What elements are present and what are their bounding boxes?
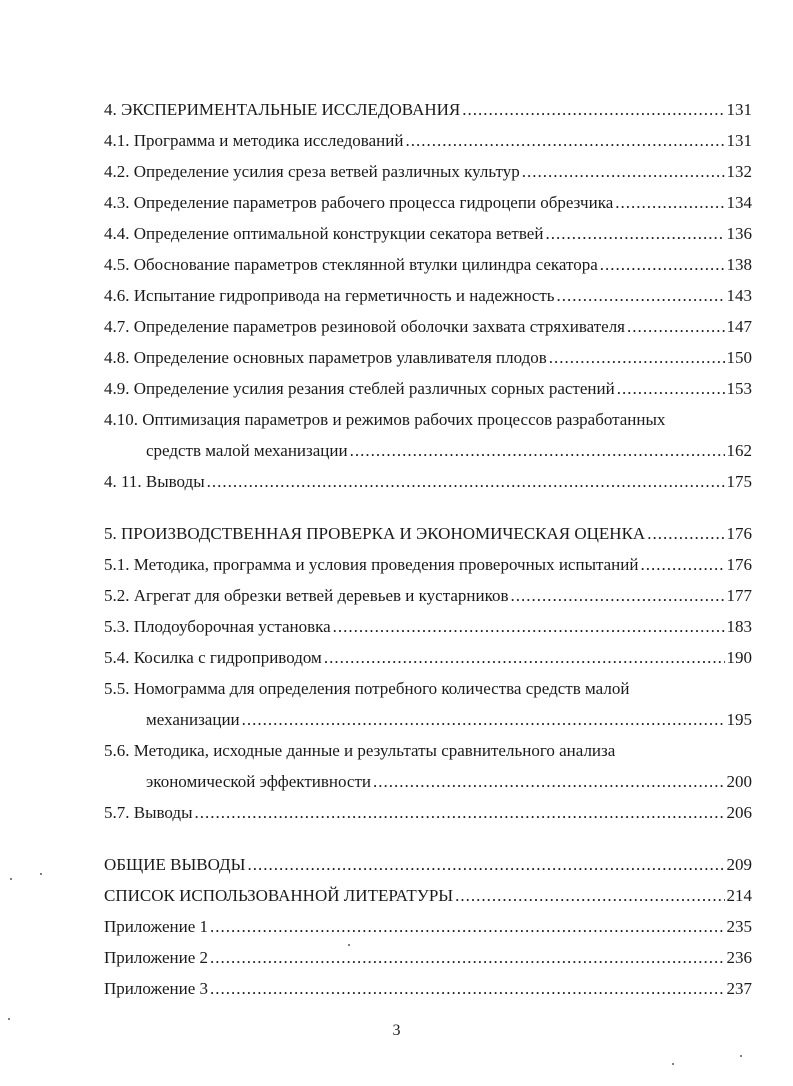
toc-entry-title: 5.2. Агрегат для обрезки ветвей деревьев и кустарников	[104, 586, 509, 605]
toc-entry	[104, 466, 752, 497]
toc-entry	[104, 218, 752, 249]
toc-entry-page: 134	[726, 193, 752, 212]
toc-leader	[195, 797, 725, 828]
toc-entry-page: 136	[726, 224, 752, 243]
toc-entry-title: 4.3. Определение параметров рабочего процесса гидроцепи обрезчика	[104, 193, 614, 212]
toc-section-5	[104, 518, 752, 828]
toc-entry-title: 4.5. Обоснование параметров стеклянной втулки цилиндра секатора	[104, 255, 598, 274]
toc-leader	[617, 373, 725, 404]
toc-entry	[104, 156, 752, 187]
toc-leader	[350, 435, 725, 466]
toc-leader	[557, 280, 725, 311]
toc-leader	[600, 249, 725, 280]
toc-entry-page: 147	[726, 317, 752, 336]
toc-leader	[242, 704, 725, 735]
toc-entry	[104, 911, 752, 942]
toc-entry	[104, 942, 752, 973]
toc-section-4	[104, 94, 752, 497]
toc-entry-title: 5.4. Косилка с гидроприводом	[104, 648, 322, 667]
toc-entry	[104, 280, 752, 311]
toc-entry	[104, 94, 752, 125]
toc-entry-page: 190	[726, 648, 752, 667]
toc-entry-page: 236	[726, 948, 752, 967]
toc-leader	[545, 218, 724, 249]
toc-entry-title: 4. 11. Выводы	[104, 472, 205, 491]
toc-entry-title: механизации	[146, 710, 240, 729]
toc-entry-page: 176	[726, 524, 752, 543]
toc-entry	[104, 611, 752, 642]
table-of-contents	[104, 94, 752, 1004]
toc-entry-page: 200	[726, 772, 752, 791]
toc-entry-title: 4.7. Определение параметров резиновой оболочки захвата стряхивателя	[104, 317, 625, 336]
toc-entry	[104, 580, 752, 611]
toc-entry-title: 4.9. Определение усилия резания стеблей различных сорных растений	[104, 379, 615, 398]
toc-leader	[511, 580, 725, 611]
toc-entry-page: 237	[726, 979, 752, 998]
scan-speck	[740, 1055, 742, 1057]
scan-speck	[348, 944, 350, 946]
toc-leader	[615, 187, 724, 218]
toc-leader	[627, 311, 725, 342]
toc-entry-title: Приложение 2	[104, 948, 208, 967]
toc-entry-page: 153	[726, 379, 752, 398]
toc-entry	[104, 642, 752, 673]
toc-entry	[104, 125, 752, 156]
toc-entry-page: 235	[726, 917, 752, 936]
toc-leader	[522, 156, 725, 187]
toc-entry	[104, 187, 752, 218]
toc-leader	[405, 125, 724, 156]
toc-entry-page: 177	[726, 586, 752, 605]
toc-entry	[104, 766, 752, 797]
toc-entry-title: 5.1. Методика, программа и условия проведения проверочных испытаний	[104, 555, 639, 574]
toc-leader	[373, 766, 725, 797]
toc-entry-title: 4.2. Определение усилия среза ветвей различных культур	[104, 162, 520, 181]
toc-leader	[324, 642, 725, 673]
toc-entry-first-line: 5.6. Методика, исходные данные и результаты сравнительного анализа	[104, 741, 616, 760]
toc-entry-title: 5.3. Плодоуборочная установка	[104, 617, 331, 636]
toc-entry-page: 162	[726, 441, 752, 460]
toc-entry-title: экономической эффективности	[146, 772, 371, 791]
toc-entry	[104, 549, 752, 580]
section-gap	[104, 497, 752, 518]
scan-speck	[8, 1018, 10, 1020]
page-number: 3	[392, 1022, 401, 1039]
toc-entry-first-line: 4.10. Оптимизация параметров и режимов рабочих процессов разработанных	[104, 410, 666, 429]
toc-entry	[104, 435, 752, 466]
toc-leader	[210, 911, 725, 942]
toc-entry-page: 131	[726, 131, 752, 150]
toc-leader	[210, 942, 725, 973]
toc-leader	[640, 549, 724, 580]
toc-entry	[104, 518, 752, 549]
toc-entry-page: 214	[726, 886, 752, 905]
toc-entry-title: средств малой механизации	[146, 441, 348, 460]
toc-section-final	[104, 849, 752, 1004]
toc-entry-page: 175	[726, 472, 752, 491]
toc-entry-page: 131	[726, 100, 752, 119]
toc-entry-first-line: 5.5. Номограмма для определения потребного количества средств малой	[104, 679, 630, 698]
toc-entry-page: 143	[726, 286, 752, 305]
scan-speck	[672, 1063, 674, 1065]
toc-leader	[647, 518, 724, 549]
toc-entry	[104, 249, 752, 280]
toc-entry-page: 206	[726, 803, 752, 822]
toc-entry	[104, 849, 752, 880]
toc-leader	[549, 342, 725, 373]
toc-entry	[104, 973, 752, 1004]
toc-entry-title: Приложение 3	[104, 979, 208, 998]
toc-entry-title: 4.4. Определение оптимальной конструкции секатора ветвей	[104, 224, 544, 243]
toc-entry	[104, 880, 752, 911]
toc-entry-title: 4.8. Определение основных параметров улавливателя плодов	[104, 348, 547, 367]
toc-entry	[104, 797, 752, 828]
toc-entry-page: 132	[726, 162, 752, 181]
toc-leader	[333, 611, 725, 642]
toc-entry-page: 138	[726, 255, 752, 274]
toc-entry-title: 5.7. Выводы	[104, 803, 193, 822]
toc-entry-page: 183	[726, 617, 752, 636]
toc-entry-page: 150	[726, 348, 752, 367]
toc-leader	[247, 849, 724, 880]
toc-entry-title: ОБЩИЕ ВЫВОДЫ	[104, 855, 246, 874]
toc-entry-title: 4.6. Испытание гидропривода на герметичность и надежность	[104, 286, 555, 305]
section-gap	[104, 828, 752, 849]
toc-entry-title: 4. ЭКСПЕРИМЕНТАЛЬНЫЕ ИССЛЕДОВАНИЯ	[104, 100, 461, 119]
toc-entry-title: Приложение 1	[104, 917, 208, 936]
toc-leader	[210, 973, 725, 1004]
toc-entry	[104, 704, 752, 735]
toc-entry-title: 4.1. Программа и методика исследований	[104, 131, 404, 150]
toc-leader	[455, 880, 724, 911]
toc-entry-page: 209	[726, 855, 752, 874]
toc-leader	[462, 94, 724, 125]
toc-entry	[104, 373, 752, 404]
toc-leader	[207, 466, 725, 497]
toc-entry-page: 195	[726, 710, 752, 729]
toc-entry-title: 5. ПРОИЗВОДСТВЕННАЯ ПРОВЕРКА И ЭКОНОМИЧЕСКАЯ ОЦЕНКА	[104, 524, 646, 543]
toc-entry-title: СПИСОК ИСПОЛЬЗОВАННОЙ ЛИТЕРАТУРЫ	[104, 886, 454, 905]
toc-entry-page: 176	[726, 555, 752, 574]
scan-speck	[40, 873, 42, 875]
scan-speck	[10, 878, 12, 880]
toc-entry	[104, 311, 752, 342]
toc-entry	[104, 342, 752, 373]
